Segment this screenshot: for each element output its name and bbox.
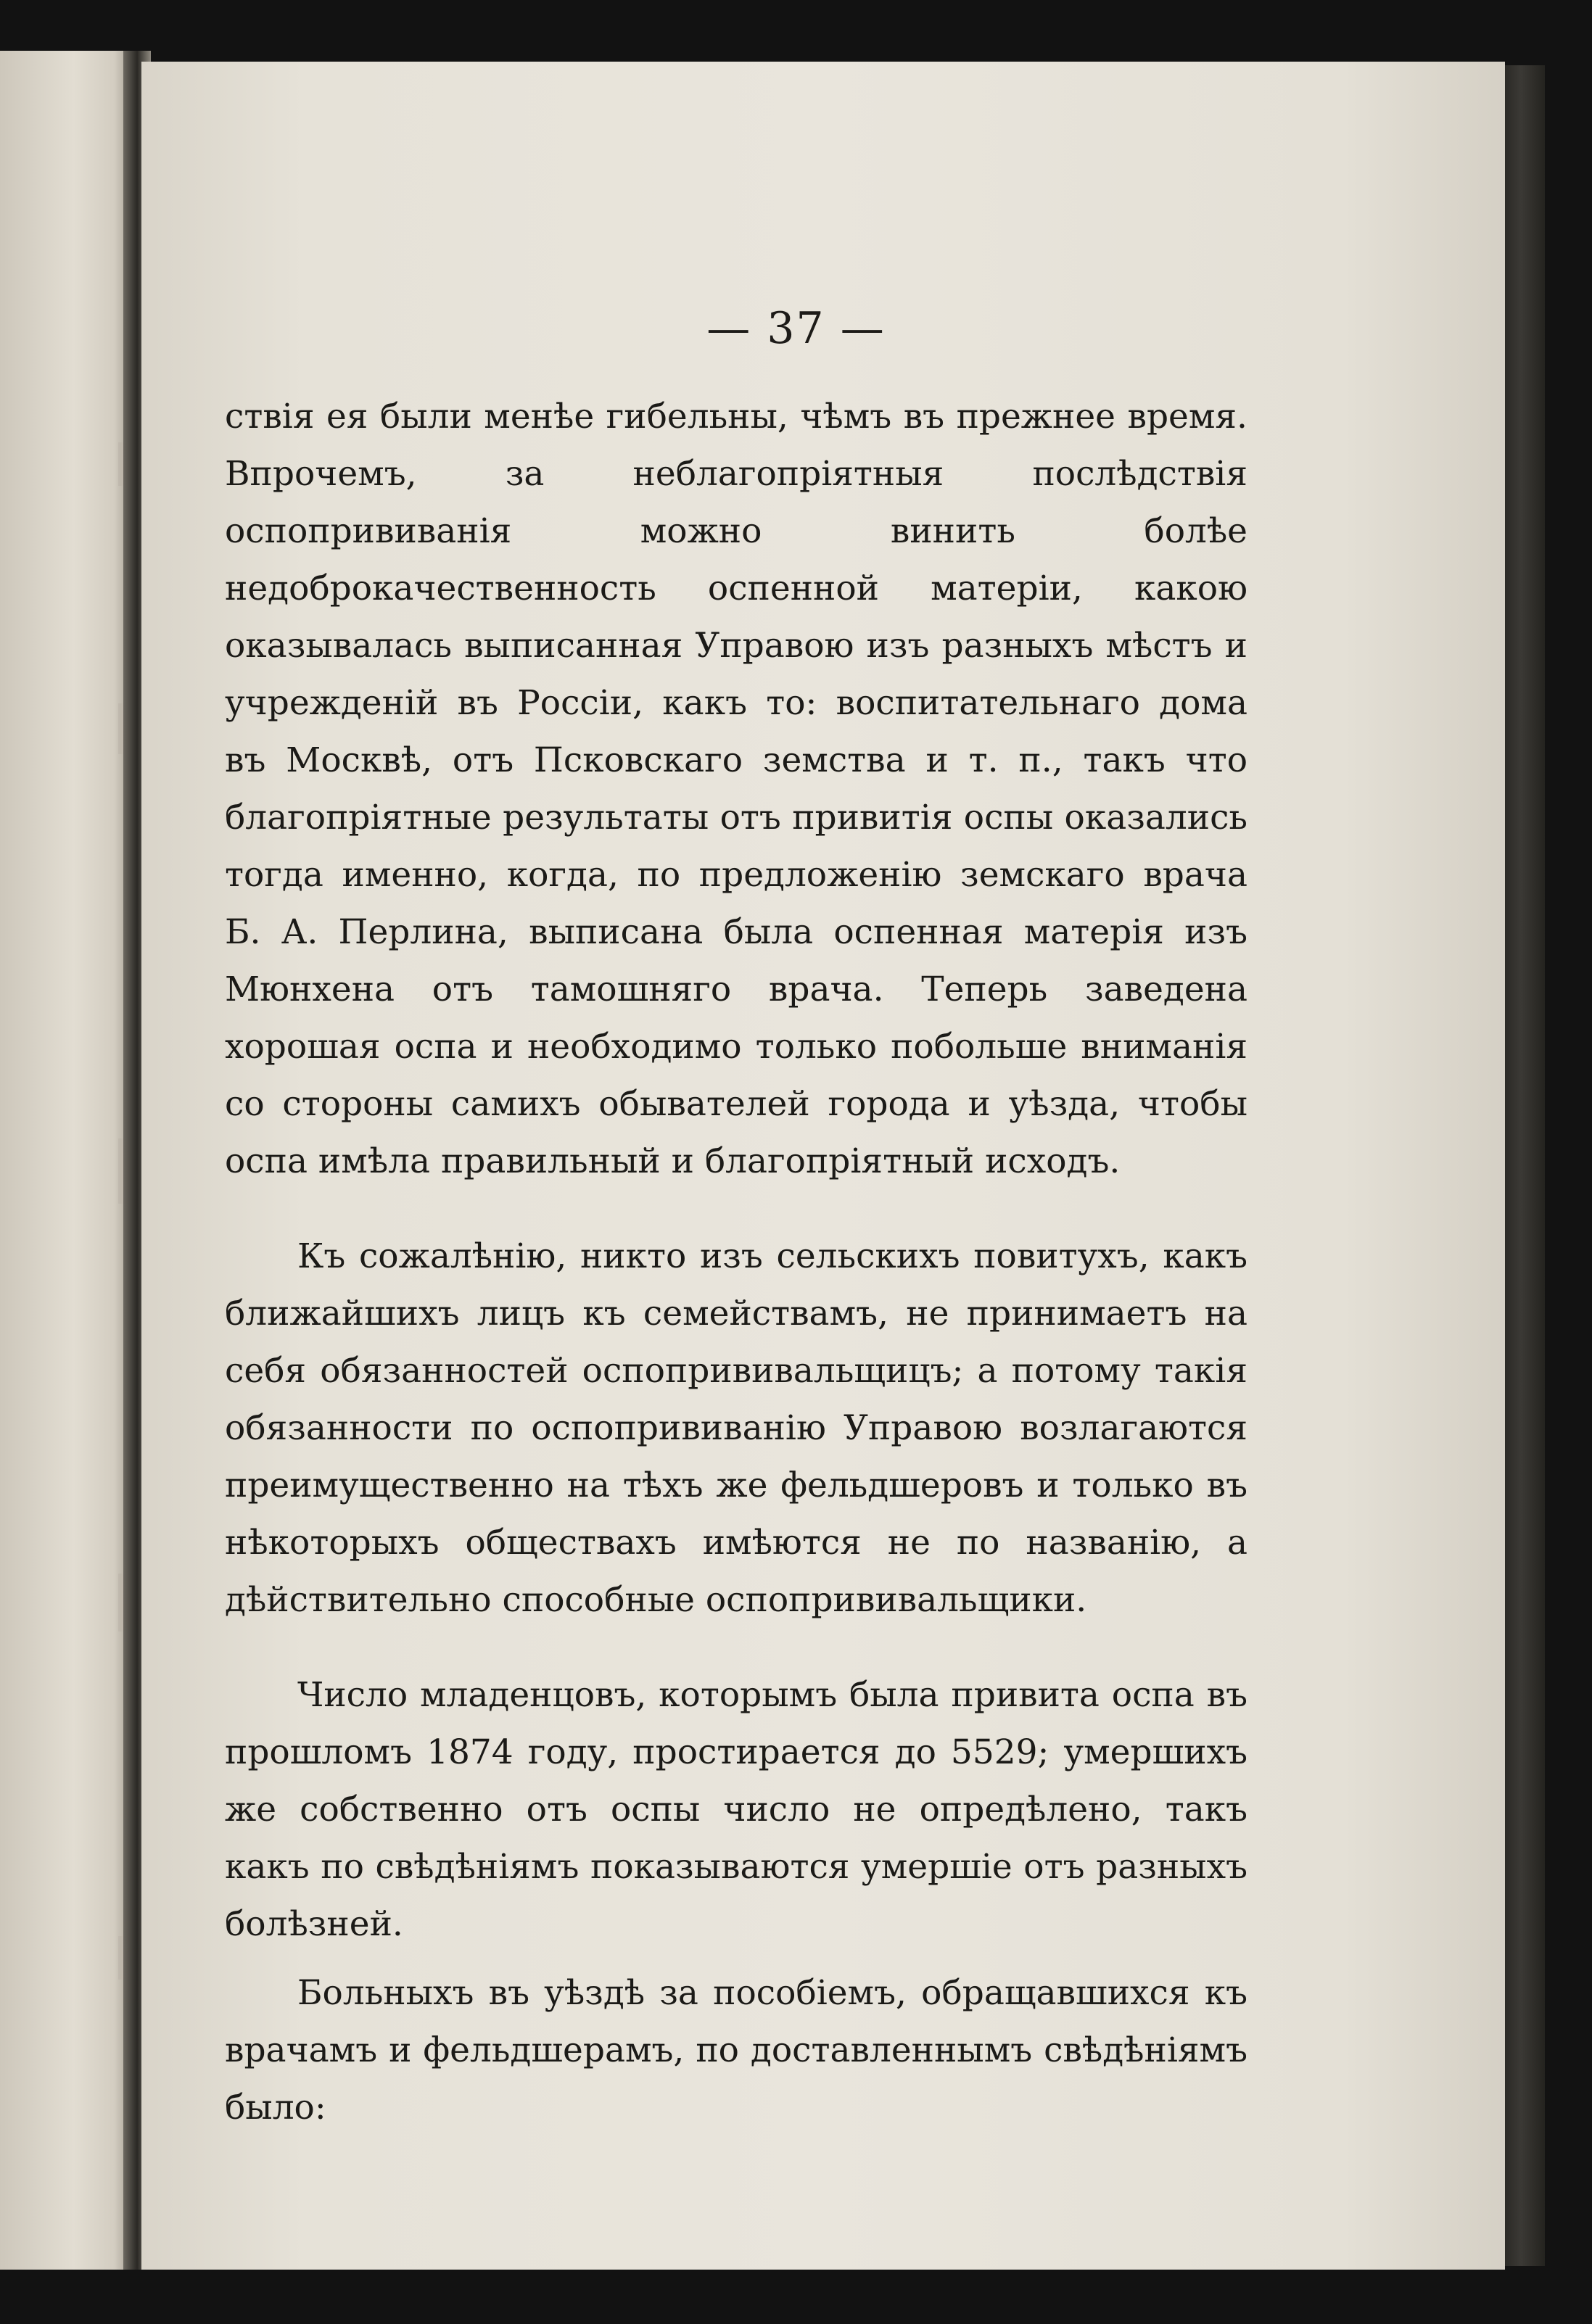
page-number: — 37 — <box>706 303 886 354</box>
page-text <box>225 388 1247 2136</box>
page-stack-edge <box>1505 65 1545 2266</box>
paragraph: Число младенцовъ, которымъ была привита оспа въ прошломъ 1874 году, простирается до 5529; умершихъ же собственно отъ оспы число не опредѣлено, такъ какъ по свѣдѣніямъ показываются умершіе отъ разныхъ болѣзней. <box>225 1675 1247 1944</box>
paragraph: Больныхъ въ уѣздѣ за пособіемъ, обращавшихся къ врачамъ и фельдшерамъ, по доставленнымъ свѣдѣніямъ было: <box>225 1973 1247 2127</box>
paragraph: Къ сожалѣнію, никто изъ сельскихъ повитухъ, какъ ближайшихъ лицъ къ семействамъ, не принимаетъ на себя обязанностей оспопрививальщицъ; а потому такія обязанности по оспопрививанію Управою возлагаются преимущественно на тѣхъ же фельдшеровъ и только въ нѣкоторыхъ обществахъ имѣются не по названію, а дѣйствительно способные оспопрививальщики. <box>225 1236 1247 1620</box>
left-page-edge <box>0 51 134 2270</box>
paragraph: ствія ея были менѣе гибельны, чѣмъ въ прежнее время. Впрочемъ, за неблагопріятныя послѣдствія оспопрививанія можно винить болѣе недоброкачественность оспенной матеріи, какою оказывалась выписанная Управою изъ разныхъ мѣстъ и учрежденій въ Россіи, какъ то: воспитательнаго дома въ Москвѣ, отъ Псковскаго земства и т. п., такъ что благопріятные результаты отъ привитія оспы оказались тогда именно, когда, по предложенію земскаго врача Б. А. Перлина, выписана была оспенная матерія изъ Мюнхена отъ тамошняго врача. Теперь заведена хорошая оспа и необходимо только побольше вниманія со стороны самихъ обывателей города и уѣзда, чтобы оспа имѣла правильный и благопріятный исходъ. <box>225 397 1247 1181</box>
